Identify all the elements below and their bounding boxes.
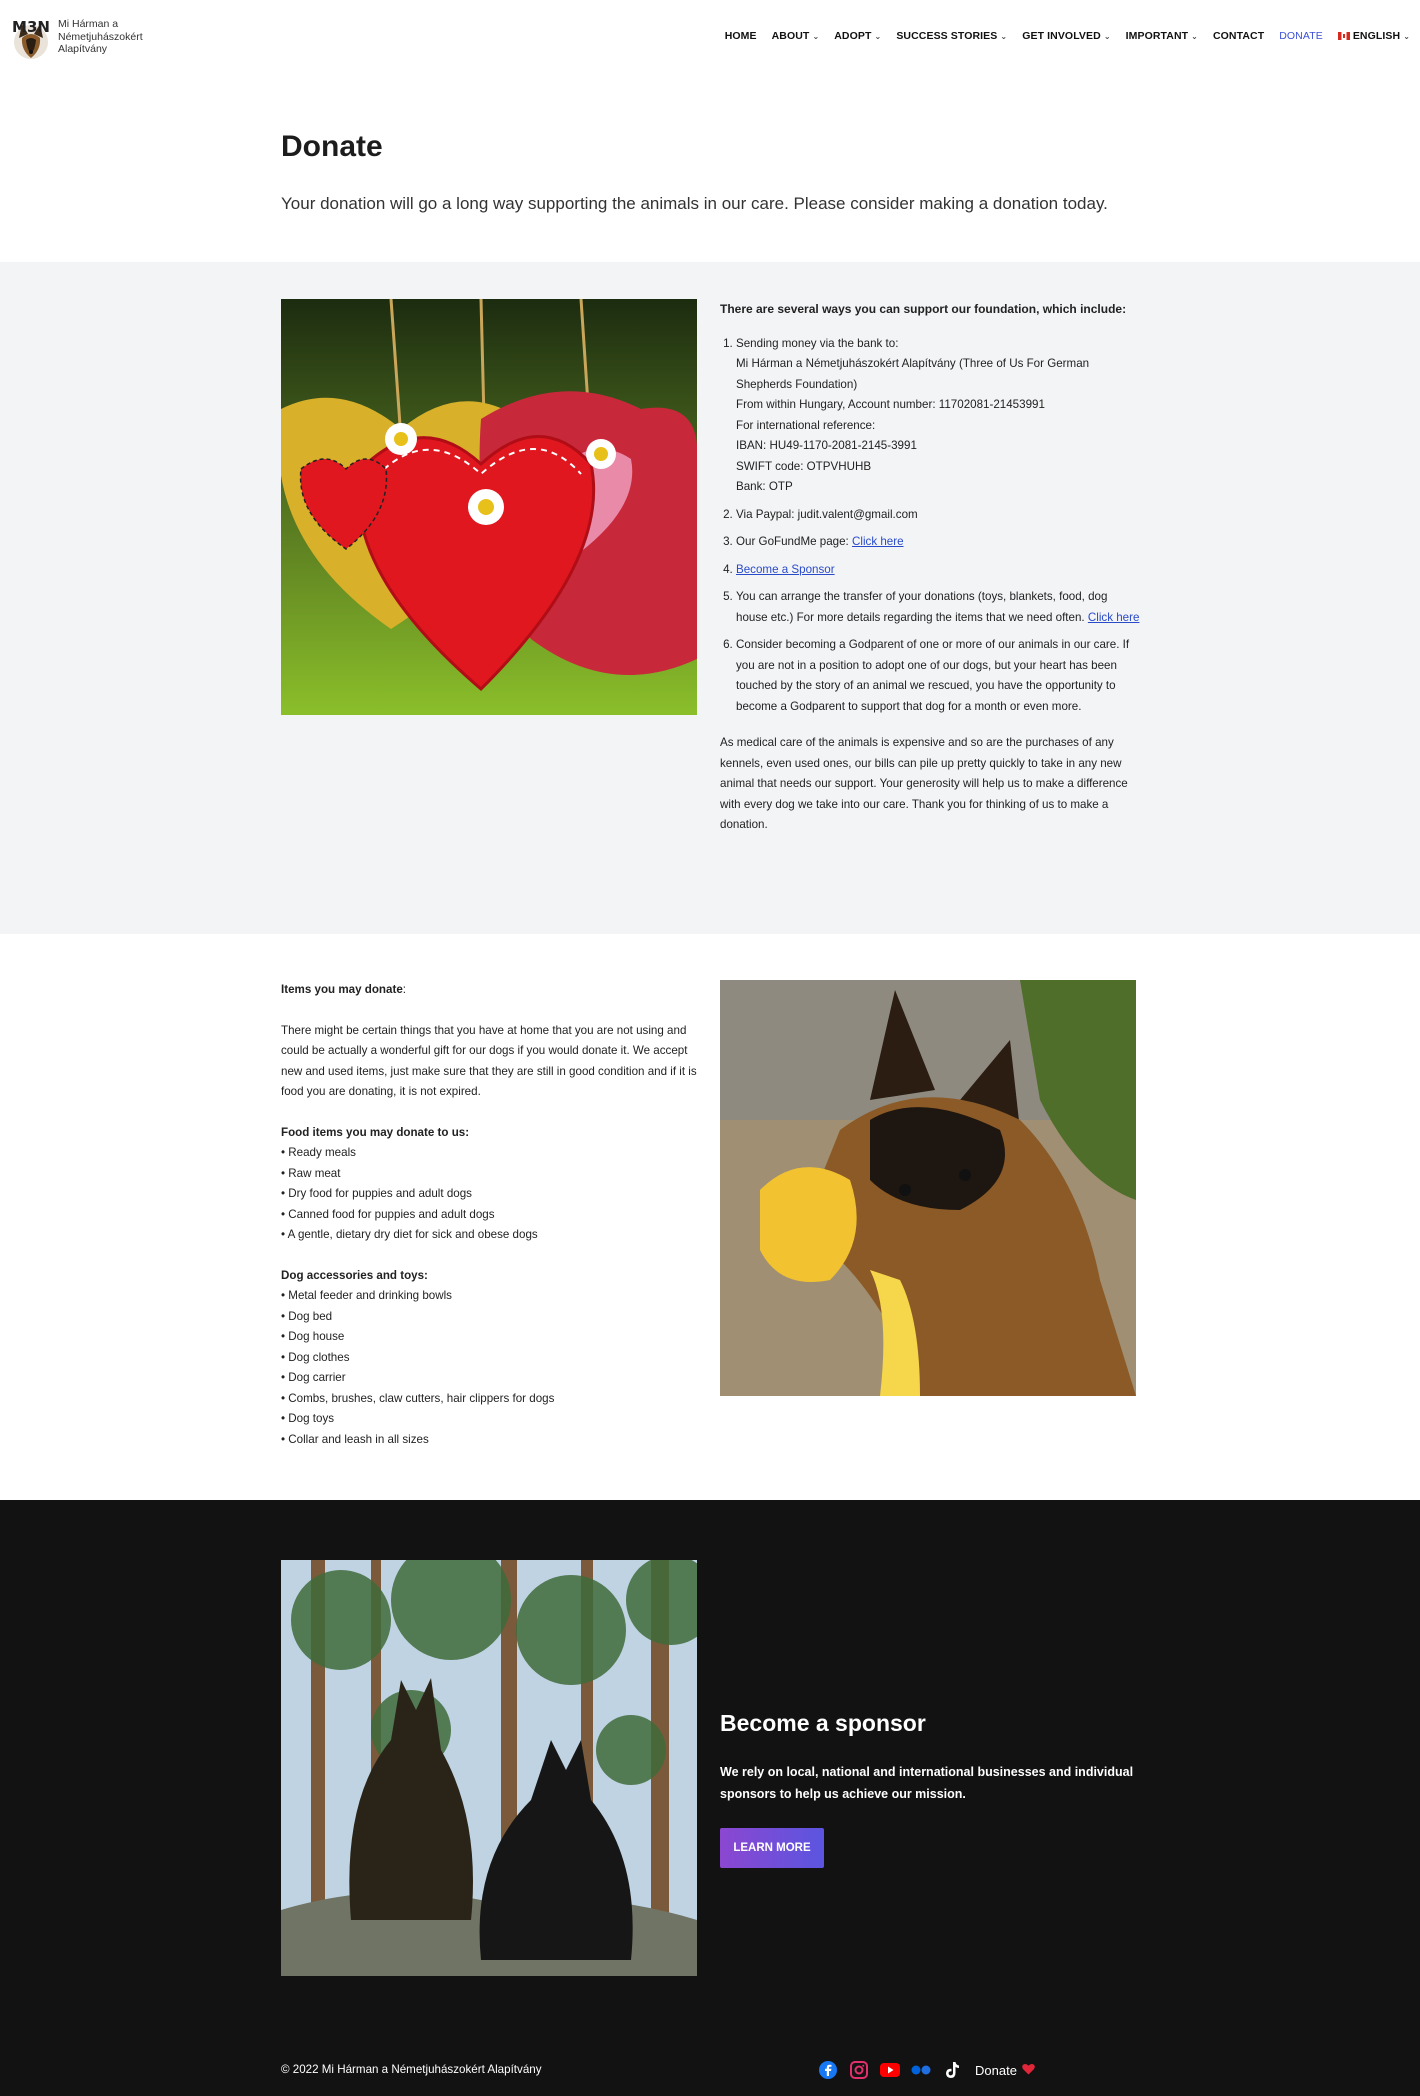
list-item: • Metal feeder and drinking bowls [281, 1289, 452, 1302]
food-heading: Food items you may donate to us: [281, 1125, 470, 1139]
nav-contact[interactable]: CONTACT [1212, 30, 1265, 42]
nav-adopt[interactable]: ADOPT ⌄ [834, 30, 882, 42]
list-item [736, 635, 1140, 717]
footer-donate-label: Donate [975, 2062, 1017, 2078]
nav-about[interactable]: ABOUT ⌄ [771, 30, 820, 42]
list-item [736, 560, 1140, 581]
instagram-icon[interactable] [849, 2060, 869, 2080]
german-shepherd-image [720, 980, 1136, 1396]
list-item [736, 334, 1140, 498]
list-item [736, 587, 1140, 628]
facebook-icon[interactable] [818, 2060, 838, 2080]
list-item: • Dog bed [281, 1309, 333, 1323]
flickr-icon[interactable] [911, 2060, 931, 2080]
nav-success-stories[interactable]: SUCCESS STORIES ⌄ [896, 30, 1008, 42]
canada-flag-icon [1338, 32, 1350, 40]
nav-get-involved[interactable]: GET INVOLVED ⌄ [1022, 30, 1111, 42]
page-title: Donate [281, 130, 383, 163]
social-links [818, 2060, 1035, 2080]
chevron-down-icon: ⌄ [1103, 31, 1111, 41]
items-heading: Items you may donate [281, 983, 403, 996]
sponsor-text: We rely on local, national and international businesses and individual sponsors to help us achieve our mission. [720, 1765, 1134, 1801]
items-section [281, 980, 701, 1450]
gofundme-link[interactable]: Click here [852, 535, 904, 548]
logo-text: Mi Hárman a Németjuhászokért Alapítvány [58, 18, 143, 56]
gofundme-text: Our GoFundMe page: [736, 535, 852, 548]
heart-icon [1022, 2063, 1035, 2078]
hearts-image [281, 299, 697, 715]
chevron-down-icon: ⌄ [874, 31, 882, 41]
main-nav [710, 30, 1410, 42]
bank-line: 1. Sending money via the bank to: [736, 336, 899, 350]
page-intro: Your donation will go a long way supporting the animals in our care. Please consider making a donation today. [281, 194, 1108, 213]
list-item: • Dog toys [281, 1412, 335, 1425]
site-header [0, 0, 1420, 75]
ways-to-support [720, 299, 1140, 836]
list-item: • Dry food for puppies and adult dogs [281, 1187, 472, 1200]
learn-more-button[interactable]: LEARN MORE [720, 1828, 824, 1868]
youtube-icon[interactable] [880, 2060, 900, 2080]
list-item: • Combs, brushes, claw cutters, hair clippers for dogs [281, 1391, 555, 1405]
sponsor-title: Become a sponsor [720, 1710, 926, 1736]
list-item: • Ready meals [281, 1146, 356, 1159]
nav-donate[interactable]: DONATE [1279, 30, 1323, 42]
tiktok-icon[interactable] [942, 2060, 962, 2080]
items-heading-suffix: : [402, 983, 407, 996]
list-item: • Collar and leash in all sizes [281, 1432, 429, 1446]
bank-line: Bank: OTP [736, 480, 793, 493]
sponsor-section [0, 1500, 1420, 2096]
become-sponsor-link[interactable]: Become a Sponsor [736, 562, 835, 576]
godparent-text: Consider becoming a Godparent of one or more of our animals in our care. If you are not in a position to adopt one of our dogs, but your heart has been touched by the story of an animal we rescued, you have the opportunity to become a Godparent to support that dog for a month or even more. [736, 638, 1130, 713]
copyright: © 2022 Mi Hárman a Németjuhászokért Alapítvány [281, 2063, 542, 2076]
paypal-text: Via Paypal: judit.valent@gmail.com [736, 507, 918, 521]
ways-heading: There are several ways you can support our foundation, which include: [720, 302, 1127, 316]
closing-text: As medical care of the animals is expensive and so are the purchases of any kennels, even used ones, our bills can pile up pretty quickly to take in any new animal that needs our support. Your generosity will help us to make a difference with every dog we take into our care. Thank you for thinking of us to make a donation. [720, 736, 1128, 831]
list-item: • Canned food for puppies and adult dogs [281, 1207, 495, 1221]
bank-line: Mi Hárman a Németjuhászokért Alapítvány (Three of Us For German Shepherds Foundation) [736, 357, 1090, 391]
bank-line: IBAN: HU49-1170-2081-2145-3991 [736, 439, 917, 452]
logo-mark-text: M3N [12, 18, 50, 36]
list-item: • Dog house [281, 1330, 345, 1343]
footer-donate-link[interactable] [975, 2063, 1035, 2078]
transfer-text: You can arrange the transfer of your donations (toys, blankets, food, dog house etc.) For more details regarding the items that we need often. [736, 590, 1108, 624]
language-switcher[interactable]: ENGLISH ⌄ [1338, 30, 1410, 42]
nav-home[interactable]: HOME [724, 30, 757, 42]
list-item: • Raw meat [281, 1166, 341, 1180]
list-item: • Dog clothes [281, 1350, 350, 1364]
items-intro: There might be certain things that you have at home that you are not using and could be actually a wonderful gift for our dogs if you would donate it. We accept new and used items, just make sure that they are still in good condition and if it is food you are donating, it is not expired. [281, 1023, 697, 1098]
ways-section [0, 262, 1420, 934]
chevron-down-icon: ⌄ [812, 31, 820, 41]
chevron-down-icon: ⌄ [1000, 31, 1008, 41]
list-item [736, 505, 1140, 526]
list-item: • Dog carrier [281, 1371, 346, 1384]
list-item: • A gentle, dietary dry diet for sick and obese dogs [281, 1228, 538, 1241]
dogs-in-forest-image [281, 1560, 697, 1976]
ways-list [720, 334, 1140, 718]
list-item [736, 532, 1140, 553]
bank-line: For international reference: [736, 418, 876, 432]
nav-important[interactable]: IMPORTANT ⌄ [1125, 30, 1198, 42]
chevron-down-icon: ⌄ [1191, 31, 1198, 41]
bank-line: From within Hungary, Account number: 11702081-21453991 [736, 398, 1045, 411]
chevron-down-icon: ⌄ [1403, 31, 1410, 41]
site-logo[interactable] [8, 14, 148, 60]
logo-mark-icon [8, 14, 54, 60]
items-needed-link[interactable]: Click here [1087, 610, 1140, 624]
bank-line: SWIFT code: OTPVHUHB [736, 459, 872, 473]
accessories-heading: Dog accessories and toys: [281, 1268, 428, 1282]
